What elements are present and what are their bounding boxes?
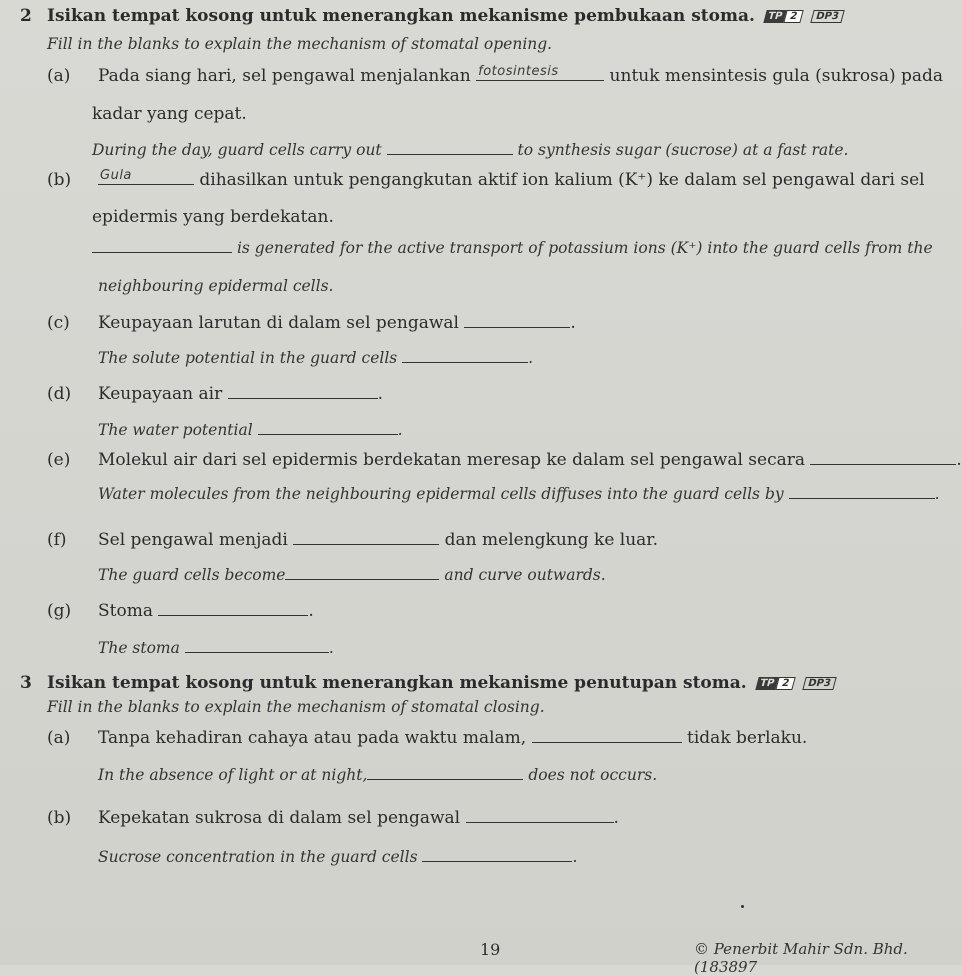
tp-badge: TP — [763, 10, 787, 23]
q2a-answer: fotosintesis — [478, 64, 559, 79]
q2a-blank[interactable] — [476, 66, 604, 81]
q2g-label: (g) — [47, 601, 72, 621]
q3b-text-en: Sucrose concentration in the guard cells . — [98, 848, 578, 866]
q3-number: 3 — [20, 673, 32, 693]
q2a-blank-en[interactable] — [387, 140, 513, 155]
q2b-text-en: is generated for the active transport of potassium ions (K⁺) into the guard cells from the — [92, 238, 933, 257]
level-badge: 2 — [775, 677, 795, 690]
q3-title: Isikan tempat kosong untuk menerangkan mekanisme penutupan stoma. TP 2 DP3 — [47, 673, 834, 693]
q2a-text-2: kadar yang cepat. — [92, 104, 247, 124]
q2c-blank-en[interactable] — [402, 348, 528, 363]
q2-number: 2 — [20, 6, 32, 26]
q2a-label: (a) — [47, 66, 71, 86]
q2d-blank-en[interactable] — [258, 420, 398, 435]
q3a-text: Tanpa kehadiran cahaya atau pada waktu malam, tidak berlaku. — [98, 728, 808, 748]
q3a-text-en: In the absence of light or at night, does not occurs. — [98, 766, 658, 784]
q2c-blank[interactable] — [464, 313, 570, 328]
q2-title: Isikan tempat kosong untuk menerangkan mekanisme pembukaan stoma. TP 2 DP3 — [47, 6, 842, 26]
q2f-text: Sel pengawal menjadi dan melengkung ke luar. — [98, 530, 658, 550]
q2g-blank-en[interactable] — [185, 638, 329, 653]
speck — [741, 905, 744, 908]
publisher-credit: © Penerbit Mahir Sdn. Bhd. (183897 — [694, 940, 908, 976]
q2e-text: Molekul air dari sel epidermis berdekatan meresap ke dalam sel pengawal secara . — [98, 450, 962, 470]
q2g-text-en: The stoma . — [98, 639, 334, 657]
q3a-label: (a) — [47, 728, 71, 748]
q2f-blank[interactable] — [293, 530, 439, 545]
dp-badge: DP3 — [810, 10, 844, 23]
tp-badge: TP — [755, 677, 779, 690]
q2b-text-2: epidermis yang berdekatan. — [92, 207, 334, 227]
q2-title-en: Fill in the blanks to explain the mechanism of stomatal opening. — [47, 35, 553, 53]
q2d-text-en: The water potential . — [98, 421, 403, 439]
q2f-text-en: The guard cells become and curve outwards. — [98, 566, 606, 584]
dp-badge: DP3 — [802, 677, 836, 690]
q2e-blank-en[interactable] — [789, 484, 935, 499]
q2f-label: (f) — [47, 530, 67, 550]
q2b-text: Gula dihasilkan untuk pengangkutan aktif ion kalium (K⁺) ke dalam sel pengawal dari sel — [100, 168, 925, 190]
q2b-blank-en[interactable] — [92, 238, 232, 253]
q2a-text-en: During the day, guard cells carry out to synthesis sugar (sucrose) at a fast rate. — [92, 141, 849, 159]
q2f-blank-en[interactable] — [285, 565, 439, 580]
q2g-text: Stoma . — [98, 601, 314, 621]
q3a-blank-en[interactable] — [367, 765, 523, 780]
q2e-text-en: Water molecules from the neighbouring epidermal cells diffuses into the guard cells by . — [98, 485, 940, 503]
q2c-text: Keupayaan larutan di dalam sel pengawal . — [98, 313, 576, 333]
page-number: 19 — [480, 940, 501, 959]
q2g-blank[interactable] — [158, 601, 308, 616]
q2d-text: Keupayaan air . — [98, 384, 384, 404]
level-badge: 2 — [783, 10, 803, 23]
q3a-blank[interactable] — [532, 728, 682, 743]
q3b-blank[interactable] — [466, 808, 614, 823]
q3b-blank-en[interactable] — [422, 847, 572, 862]
q3-title-en: Fill in the blanks to explain the mechanism of stomatal closing. — [47, 698, 545, 716]
q2d-label: (d) — [47, 384, 72, 404]
q2c-label: (c) — [47, 313, 70, 333]
q2e-label: (e) — [47, 450, 71, 470]
q2b-blank[interactable] — [98, 170, 194, 185]
q2a-text: Pada siang hari, sel pengawal menjalankan fotosintesis untuk mensintesis gula (sukrosa) pada — [98, 64, 944, 86]
q2d-blank[interactable] — [228, 384, 378, 399]
q2c-text-en: The solute potential in the guard cells . — [98, 349, 534, 367]
q3b-label: (b) — [47, 808, 72, 828]
q2b-label: (b) — [47, 170, 72, 190]
q3b-text: Kepekatan sukrosa di dalam sel pengawal . — [98, 808, 619, 828]
q2b-answer: Gula — [100, 168, 132, 183]
q2b-text-en-2: neighbouring epidermal cells. — [98, 277, 334, 295]
q2e-blank[interactable] — [810, 450, 956, 465]
